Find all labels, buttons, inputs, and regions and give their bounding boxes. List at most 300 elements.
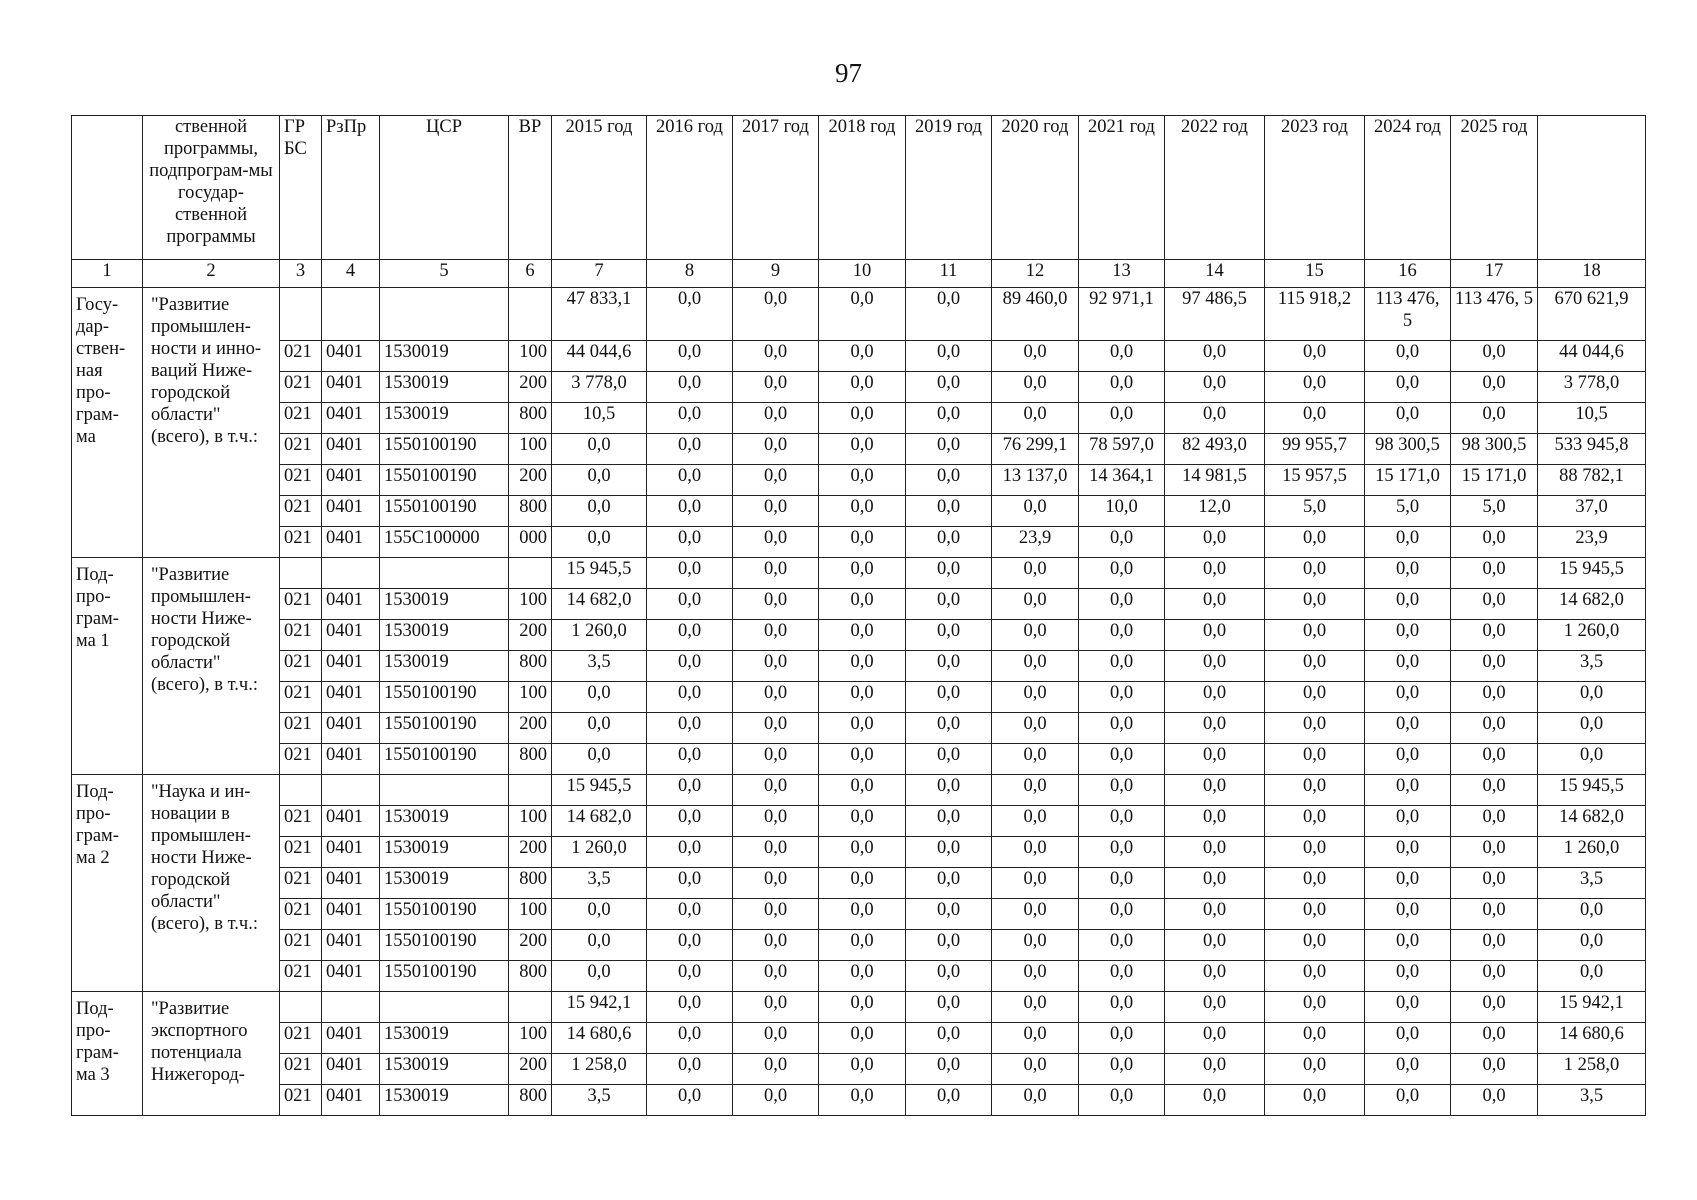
value-cell: 0,0	[647, 744, 733, 775]
value-cell: 113 476, 5	[1365, 288, 1451, 341]
value-cell: 0,0	[733, 527, 819, 558]
value-cell: 0,0	[906, 775, 992, 806]
value-cell: 0,0	[552, 434, 647, 465]
value-cell: 1 258,0	[1538, 1054, 1646, 1085]
program-name-cell: "Наука и ин-новации в промышлен-ности Ниже-городской области" (всего), в т.ч.:	[143, 775, 280, 992]
grbs-cell: 021	[280, 434, 322, 465]
csr-cell: 1530019	[380, 806, 509, 837]
grbs-cell: 021	[280, 1085, 322, 1116]
value-cell: 0,0	[1451, 775, 1538, 806]
grbs-cell: 021	[280, 744, 322, 775]
value-cell: 0,0	[1265, 1085, 1365, 1116]
header-cell-12: 2020 год	[992, 116, 1079, 260]
value-cell: 0,0	[1451, 713, 1538, 744]
grbs-cell	[280, 558, 322, 589]
csr-cell: 1530019	[380, 620, 509, 651]
value-cell: 0,0	[906, 620, 992, 651]
csr-cell: 1530019	[380, 868, 509, 899]
header-cell-7: 2015 год	[552, 116, 647, 260]
value-cell: 0,0	[733, 372, 819, 403]
value-cell: 0,0	[1265, 1054, 1365, 1085]
value-cell: 0,0	[1079, 620, 1165, 651]
value-cell: 0,0	[906, 558, 992, 589]
value-cell: 0,0	[1265, 651, 1365, 682]
value-cell: 0,0	[1365, 589, 1451, 620]
value-cell: 89 460,0	[992, 288, 1079, 341]
value-cell: 0,0	[1365, 558, 1451, 589]
value-cell: 0,0	[1451, 527, 1538, 558]
value-cell: 0,0	[1451, 651, 1538, 682]
value-cell: 0,0	[992, 806, 1079, 837]
value-cell: 0,0	[1451, 806, 1538, 837]
vr-cell: 800	[509, 651, 552, 682]
column-number-cell: 1	[72, 260, 143, 288]
csr-cell: 1530019	[380, 403, 509, 434]
value-cell: 0,0	[819, 899, 906, 930]
value-cell: 0,0	[1265, 682, 1365, 713]
value-cell: 1 260,0	[1538, 837, 1646, 868]
rzpr-cell: 0401	[322, 961, 380, 992]
vr-cell	[509, 992, 552, 1023]
value-cell: 0,0	[1165, 527, 1265, 558]
value-cell: 23,9	[992, 527, 1079, 558]
vr-cell: 200	[509, 620, 552, 651]
header-cell-10: 2018 год	[819, 116, 906, 260]
value-cell: 14 680,6	[552, 1023, 647, 1054]
value-cell: 3,5	[552, 651, 647, 682]
value-cell: 0,0	[733, 899, 819, 930]
grbs-cell: 021	[280, 403, 322, 434]
csr-cell: 1530019	[380, 1085, 509, 1116]
value-cell: 0,0	[1451, 1085, 1538, 1116]
csr-cell: 1550100190	[380, 961, 509, 992]
column-number-cell: 10	[819, 260, 906, 288]
value-cell: 14 981,5	[1165, 465, 1265, 496]
csr-cell: 1550100190	[380, 899, 509, 930]
value-cell: 1 260,0	[552, 837, 647, 868]
value-cell: 0,0	[1079, 403, 1165, 434]
grbs-cell: 021	[280, 961, 322, 992]
table-row	[72, 288, 1646, 341]
value-cell: 0,0	[647, 682, 733, 713]
csr-cell: 1550100190	[380, 713, 509, 744]
value-cell: 0,0	[1265, 620, 1365, 651]
value-cell: 0,0	[1165, 1054, 1265, 1085]
value-cell: 3 778,0	[552, 372, 647, 403]
value-cell: 0,0	[1165, 775, 1265, 806]
vr-cell: 200	[509, 837, 552, 868]
value-cell: 0,0	[733, 620, 819, 651]
vr-cell: 800	[509, 744, 552, 775]
table-row	[72, 961, 1646, 992]
csr-cell: 1550100190	[380, 496, 509, 527]
value-cell: 0,0	[552, 682, 647, 713]
table-row	[72, 992, 1646, 1023]
csr-cell: 1550100190	[380, 682, 509, 713]
value-cell: 15 957,5	[1265, 465, 1365, 496]
value-cell: 0,0	[733, 992, 819, 1023]
value-cell: 0,0	[1365, 961, 1451, 992]
value-cell: 92 971,1	[1079, 288, 1165, 341]
rzpr-cell	[322, 775, 380, 806]
value-cell: 0,0	[1538, 930, 1646, 961]
value-cell: 3,5	[1538, 1085, 1646, 1116]
csr-cell	[380, 558, 509, 589]
program-name-cell: "Развитие экспортного потенциала Нижегород-	[143, 992, 280, 1116]
value-cell: 5,0	[1451, 496, 1538, 527]
value-cell: 0,0	[647, 288, 733, 341]
value-cell: 0,0	[819, 806, 906, 837]
value-cell: 0,0	[1079, 744, 1165, 775]
value-cell: 0,0	[733, 651, 819, 682]
vr-cell: 000	[509, 527, 552, 558]
value-cell: 0,0	[647, 496, 733, 527]
value-cell: 15 942,1	[552, 992, 647, 1023]
value-cell: 0,0	[819, 589, 906, 620]
value-cell: 0,0	[1165, 868, 1265, 899]
vr-cell	[509, 558, 552, 589]
header-cell-17: 2025 год	[1451, 116, 1538, 260]
value-cell: 0,0	[733, 403, 819, 434]
value-cell: 0,0	[1451, 868, 1538, 899]
table-row	[72, 713, 1646, 744]
value-cell: 0,0	[1079, 682, 1165, 713]
grbs-cell: 021	[280, 899, 322, 930]
column-number-cell: 16	[1365, 260, 1451, 288]
value-cell: 115 918,2	[1265, 288, 1365, 341]
table-row	[72, 806, 1646, 837]
value-cell: 0,0	[647, 465, 733, 496]
value-cell: 0,0	[647, 620, 733, 651]
value-cell: 0,0	[992, 837, 1079, 868]
value-cell: 0,0	[1079, 837, 1165, 868]
header-cell-13: 2021 год	[1079, 116, 1165, 260]
value-cell: 0,0	[733, 837, 819, 868]
value-cell: 0,0	[1079, 558, 1165, 589]
value-cell: 0,0	[1365, 403, 1451, 434]
value-cell: 0,0	[1265, 899, 1365, 930]
column-number-cell: 4	[322, 260, 380, 288]
value-cell: 670 621,9	[1538, 288, 1646, 341]
rzpr-cell	[322, 992, 380, 1023]
value-cell: 0,0	[733, 744, 819, 775]
csr-cell: 1530019	[380, 651, 509, 682]
column-number-cell: 5	[380, 260, 509, 288]
value-cell: 88 782,1	[1538, 465, 1646, 496]
value-cell: 0,0	[1165, 1085, 1265, 1116]
value-cell: 0,0	[819, 403, 906, 434]
value-cell: 0,0	[819, 682, 906, 713]
rzpr-cell: 0401	[322, 620, 380, 651]
value-cell: 0,0	[1265, 403, 1365, 434]
value-cell: 0,0	[819, 930, 906, 961]
csr-cell: 1550100190	[380, 930, 509, 961]
value-cell: 0,0	[1079, 341, 1165, 372]
rzpr-cell: 0401	[322, 1023, 380, 1054]
value-cell: 0,0	[552, 744, 647, 775]
column-number-cell: 11	[906, 260, 992, 288]
header-cell-15: 2023 год	[1265, 116, 1365, 260]
value-cell: 0,0	[647, 1085, 733, 1116]
value-cell: 15 171,0	[1451, 465, 1538, 496]
header-cell-16: 2024 год	[1365, 116, 1451, 260]
value-cell: 3,5	[1538, 651, 1646, 682]
value-cell: 0,0	[1265, 713, 1365, 744]
value-cell: 0,0	[647, 1023, 733, 1054]
value-cell: 0,0	[992, 713, 1079, 744]
value-cell: 0,0	[733, 496, 819, 527]
value-cell: 3,5	[552, 1085, 647, 1116]
vr-cell: 100	[509, 434, 552, 465]
value-cell: 0,0	[1451, 899, 1538, 930]
grbs-cell: 021	[280, 465, 322, 496]
page-number: 97	[835, 58, 862, 88]
value-cell: 0,0	[1265, 837, 1365, 868]
value-cell: 0,0	[1165, 930, 1265, 961]
vr-cell: 100	[509, 589, 552, 620]
value-cell: 15 945,5	[552, 775, 647, 806]
table-row	[72, 558, 1646, 589]
value-cell: 0,0	[1079, 868, 1165, 899]
csr-cell: 1530019	[380, 589, 509, 620]
value-cell: 0,0	[1265, 961, 1365, 992]
value-cell: 1 260,0	[552, 620, 647, 651]
table-row	[72, 1085, 1646, 1116]
value-cell: 0,0	[1165, 341, 1265, 372]
column-number-row	[72, 260, 1646, 288]
value-cell: 0,0	[992, 496, 1079, 527]
value-cell: 14 364,1	[1079, 465, 1165, 496]
value-cell: 0,0	[1451, 341, 1538, 372]
table-row	[72, 496, 1646, 527]
value-cell: 15 171,0	[1365, 465, 1451, 496]
table-row	[72, 837, 1646, 868]
value-cell: 0,0	[1365, 837, 1451, 868]
value-cell: 0,0	[906, 806, 992, 837]
value-cell: 0,0	[733, 288, 819, 341]
rzpr-cell: 0401	[322, 837, 380, 868]
value-cell: 0,0	[992, 372, 1079, 403]
value-cell: 0,0	[647, 434, 733, 465]
value-cell: 0,0	[906, 1054, 992, 1085]
value-cell: 0,0	[1451, 620, 1538, 651]
value-cell: 0,0	[1165, 713, 1265, 744]
value-cell: 0,0	[1265, 868, 1365, 899]
value-cell: 0,0	[819, 341, 906, 372]
rzpr-cell: 0401	[322, 527, 380, 558]
value-cell: 0,0	[1165, 682, 1265, 713]
value-cell: 0,0	[906, 403, 992, 434]
table-row	[72, 1023, 1646, 1054]
value-cell: 0,0	[819, 868, 906, 899]
value-cell: 0,0	[733, 465, 819, 496]
grbs-cell	[280, 775, 322, 806]
program-name-cell: "Развитие промышлен-ности и инно-ваций Ниже-городской области" (всего), в т.ч.:	[143, 288, 280, 558]
value-cell: 0,0	[1451, 1054, 1538, 1085]
column-number-cell: 3	[280, 260, 322, 288]
grbs-cell: 021	[280, 651, 322, 682]
value-cell: 1 260,0	[1538, 620, 1646, 651]
value-cell: 0,0	[906, 837, 992, 868]
table-row	[72, 775, 1646, 806]
program-status-cell: Под-про-грам-ма 2	[72, 775, 143, 992]
value-cell: 0,0	[906, 868, 992, 899]
value-cell: 0,0	[1079, 651, 1165, 682]
grbs-cell: 021	[280, 527, 322, 558]
value-cell: 0,0	[733, 589, 819, 620]
value-cell: 0,0	[1451, 744, 1538, 775]
column-number-cell: 9	[733, 260, 819, 288]
value-cell: 533 945,8	[1538, 434, 1646, 465]
header-cell-9: 2017 год	[733, 116, 819, 260]
value-cell: 0,0	[1365, 372, 1451, 403]
value-cell: 0,0	[1165, 837, 1265, 868]
value-cell: 0,0	[819, 775, 906, 806]
value-cell: 0,0	[906, 589, 992, 620]
value-cell: 0,0	[906, 930, 992, 961]
vr-cell	[509, 288, 552, 341]
value-cell: 0,0	[733, 713, 819, 744]
value-cell: 113 476, 5	[1451, 288, 1538, 341]
value-cell: 0,0	[1165, 744, 1265, 775]
value-cell: 12,0	[1165, 496, 1265, 527]
value-cell: 0,0	[1265, 372, 1365, 403]
value-cell: 0,0	[1165, 992, 1265, 1023]
csr-cell: 1530019	[380, 837, 509, 868]
value-cell: 0,0	[733, 1023, 819, 1054]
vr-cell: 200	[509, 930, 552, 961]
value-cell: 0,0	[1365, 682, 1451, 713]
value-cell: 0,0	[1079, 1054, 1165, 1085]
value-cell: 0,0	[552, 899, 647, 930]
value-cell: 0,0	[1265, 775, 1365, 806]
value-cell: 0,0	[819, 651, 906, 682]
value-cell: 15 945,5	[1538, 558, 1646, 589]
vr-cell: 200	[509, 465, 552, 496]
csr-cell: 1530019	[380, 341, 509, 372]
value-cell: 0,0	[819, 713, 906, 744]
csr-cell: 1530019	[380, 1023, 509, 1054]
value-cell: 0,0	[647, 1054, 733, 1085]
value-cell: 0,0	[1265, 930, 1365, 961]
value-cell: 44 044,6	[552, 341, 647, 372]
column-number-cell: 14	[1165, 260, 1265, 288]
csr-cell: 1550100190	[380, 744, 509, 775]
value-cell: 0,0	[733, 868, 819, 899]
value-cell: 10,5	[1538, 403, 1646, 434]
value-cell: 5,0	[1265, 496, 1365, 527]
value-cell: 37,0	[1538, 496, 1646, 527]
value-cell: 0,0	[1079, 1023, 1165, 1054]
value-cell: 0,0	[1079, 1085, 1165, 1116]
value-cell: 0,0	[1265, 744, 1365, 775]
value-cell: 3 778,0	[1538, 372, 1646, 403]
value-cell: 0,0	[647, 372, 733, 403]
value-cell: 0,0	[1365, 1054, 1451, 1085]
value-cell: 0,0	[647, 403, 733, 434]
table-row	[72, 744, 1646, 775]
value-cell: 0,0	[1365, 899, 1451, 930]
value-cell: 0,0	[992, 1023, 1079, 1054]
value-cell: 0,0	[1538, 899, 1646, 930]
value-cell: 0,0	[1538, 744, 1646, 775]
value-cell: 0,0	[819, 1054, 906, 1085]
value-cell: 10,0	[1079, 496, 1165, 527]
column-number-cell: 15	[1265, 260, 1365, 288]
table-row	[72, 930, 1646, 961]
value-cell: 0,0	[1079, 713, 1165, 744]
rzpr-cell: 0401	[322, 1054, 380, 1085]
value-cell: 0,0	[1538, 682, 1646, 713]
table-row	[72, 651, 1646, 682]
value-cell: 0,0	[1265, 806, 1365, 837]
value-cell: 0,0	[647, 992, 733, 1023]
rzpr-cell: 0401	[322, 930, 380, 961]
header-cell-14: 2022 год	[1165, 116, 1265, 260]
value-cell: 0,0	[1451, 992, 1538, 1023]
value-cell: 0,0	[906, 372, 992, 403]
value-cell: 0,0	[1165, 589, 1265, 620]
value-cell: 0,0	[906, 1085, 992, 1116]
value-cell: 0,0	[1365, 713, 1451, 744]
csr-cell	[380, 288, 509, 341]
vr-cell: 800	[509, 868, 552, 899]
value-cell: 0,0	[906, 992, 992, 1023]
table-row	[72, 465, 1646, 496]
value-cell: 0,0	[992, 1085, 1079, 1116]
value-cell: 44 044,6	[1538, 341, 1646, 372]
value-cell: 0,0	[1265, 1023, 1365, 1054]
value-cell: 23,9	[1538, 527, 1646, 558]
value-cell: 0,0	[1165, 403, 1265, 434]
value-cell: 0,0	[647, 527, 733, 558]
column-number-cell: 13	[1079, 260, 1165, 288]
vr-cell: 100	[509, 682, 552, 713]
value-cell: 0,0	[819, 837, 906, 868]
grbs-cell: 021	[280, 930, 322, 961]
program-status-cell: Под-про-грам-ма 3	[72, 992, 143, 1116]
value-cell: 0,0	[647, 341, 733, 372]
grbs-cell: 021	[280, 372, 322, 403]
value-cell: 0,0	[1365, 651, 1451, 682]
value-cell: 0,0	[819, 1023, 906, 1054]
column-number-cell: 6	[509, 260, 552, 288]
value-cell: 0,0	[992, 992, 1079, 1023]
rzpr-cell: 0401	[322, 434, 380, 465]
value-cell: 0,0	[992, 558, 1079, 589]
grbs-cell	[280, 992, 322, 1023]
value-cell: 0,0	[1365, 930, 1451, 961]
csr-cell: 1530019	[380, 1054, 509, 1085]
value-cell: 3,5	[552, 868, 647, 899]
value-cell: 0,0	[1165, 1023, 1265, 1054]
value-cell: 0,0	[819, 465, 906, 496]
csr-cell: 1530019	[380, 372, 509, 403]
value-cell: 0,0	[906, 713, 992, 744]
value-cell: 0,0	[552, 930, 647, 961]
value-cell: 0,0	[552, 961, 647, 992]
budget-table	[71, 115, 1646, 1116]
program-status-cell: Под-про-грам-ма 1	[72, 558, 143, 775]
rzpr-cell	[322, 558, 380, 589]
value-cell: 0,0	[906, 682, 992, 713]
program-status-cell: Госу-дар-ствен-ная про-грам-ма	[72, 288, 143, 558]
table-row	[72, 589, 1646, 620]
value-cell: 0,0	[1365, 1085, 1451, 1116]
value-cell: 0,0	[1451, 930, 1538, 961]
value-cell: 0,0	[1365, 775, 1451, 806]
rzpr-cell: 0401	[322, 651, 380, 682]
